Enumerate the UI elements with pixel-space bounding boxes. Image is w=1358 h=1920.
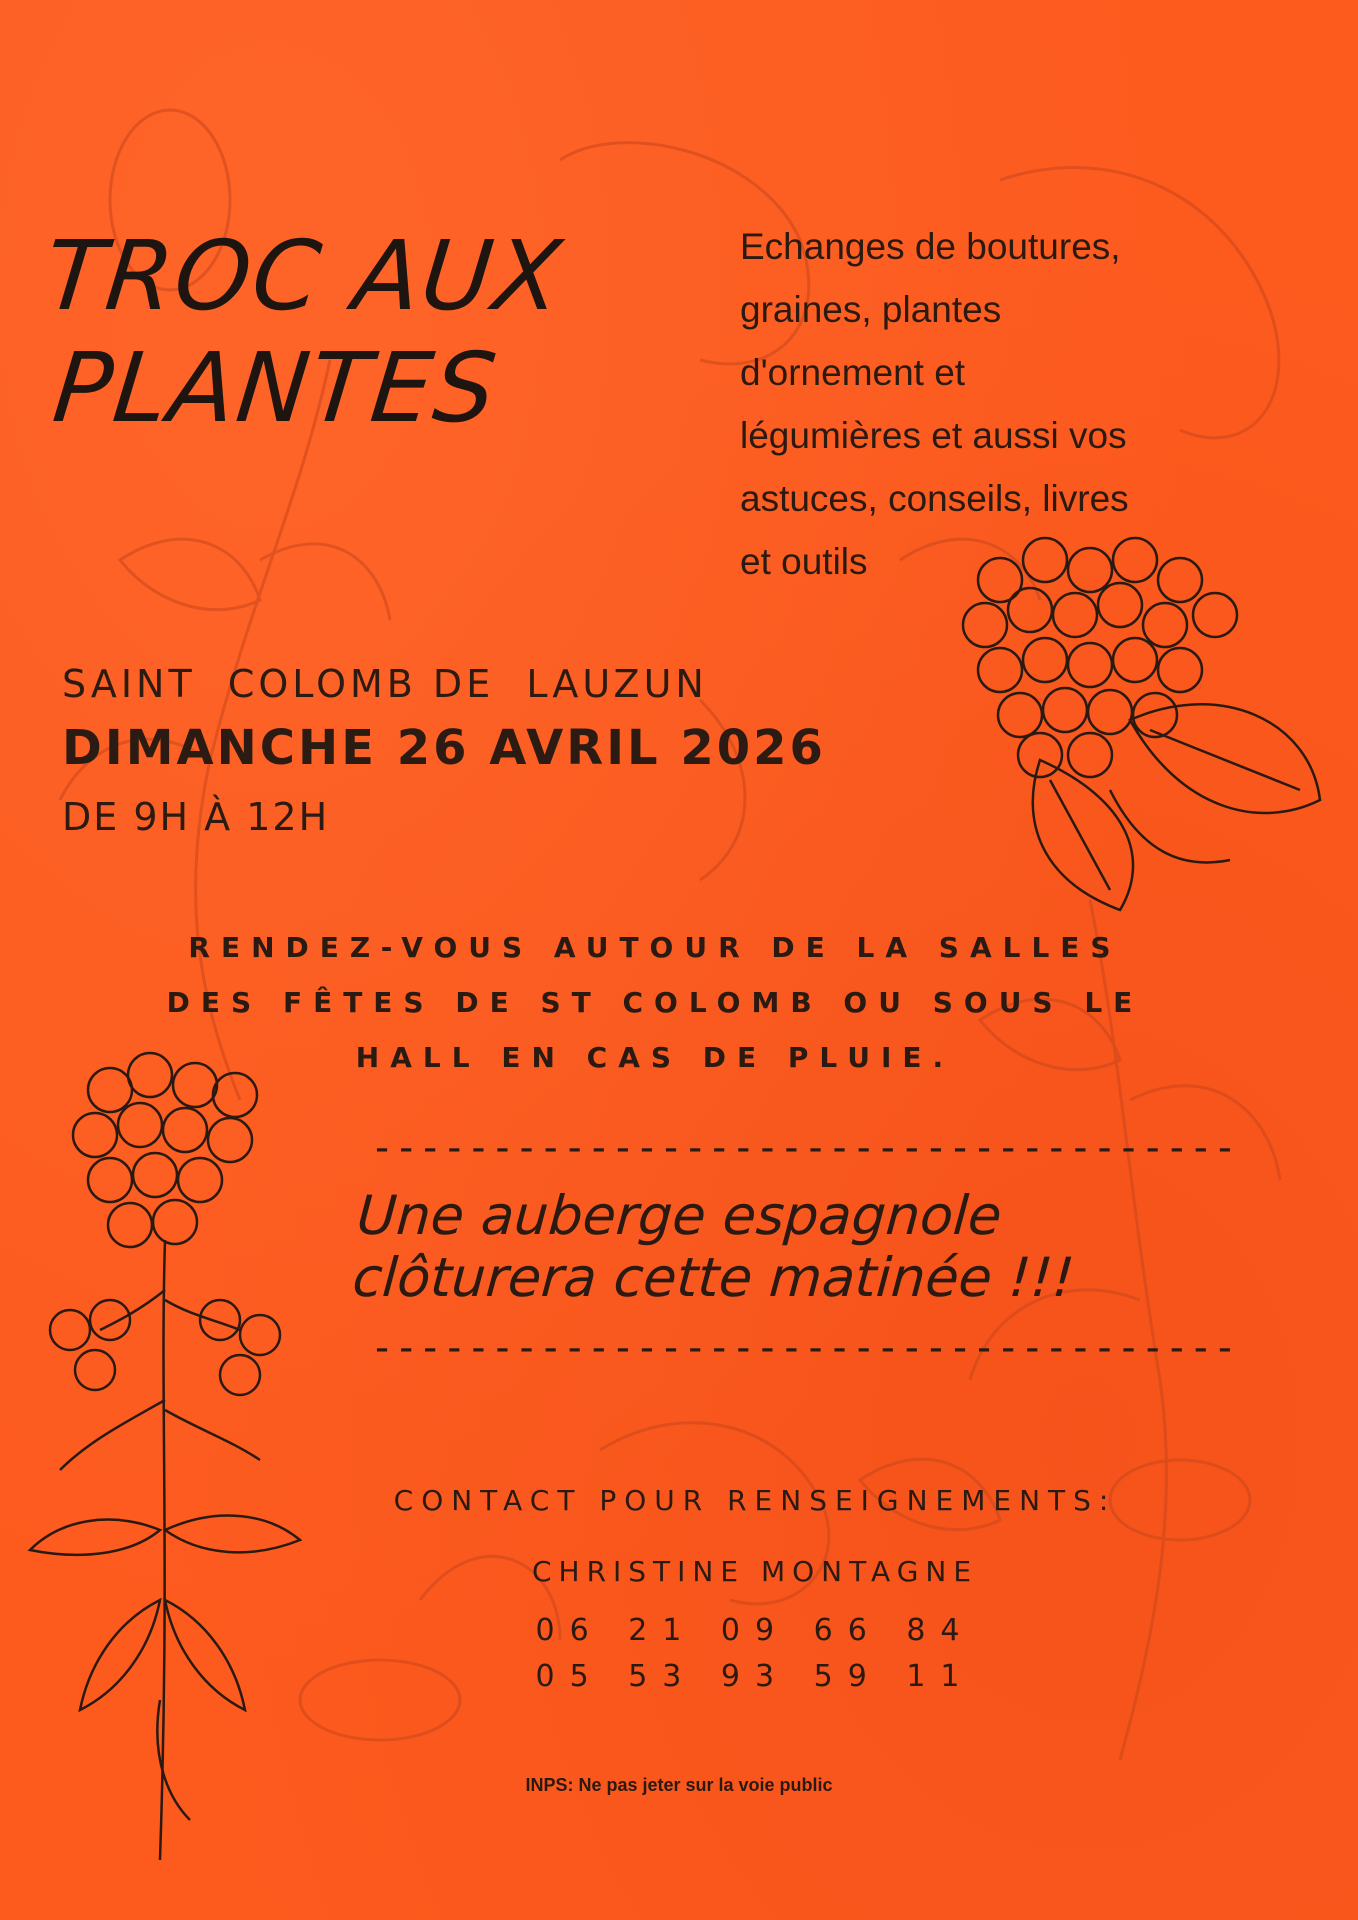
- title-line-2: PLANTES: [48, 332, 504, 444]
- contact-label: CONTACT POUR RENSEIGNEMENTS:: [393, 1484, 1117, 1517]
- contact-phone-2: 05 53 93 59 11: [535, 1659, 975, 1694]
- description-line: astuces, conseils, livres: [740, 478, 1129, 519]
- description-line: Echanges de boutures,: [740, 226, 1121, 267]
- auberge-line-2: clôturera cette matinée !!!: [350, 1246, 1077, 1309]
- rendezvous-line: DES FÊTES DE ST COLOMB OU SOUS LE: [166, 986, 1144, 1019]
- description-line: et outils: [740, 541, 868, 582]
- separator-bottom: ------------------------------------: [370, 1325, 1237, 1371]
- description-line: légumières et aussi vos: [740, 415, 1127, 456]
- description-line: graines, plantes: [740, 289, 1002, 330]
- hydrangea-illustration: [963, 538, 1320, 910]
- rendezvous-line: HALL EN CAS DE PLUIE.: [355, 1041, 955, 1074]
- event-hours: DE 9H À 12H: [62, 795, 330, 839]
- auberge-line-1: Une auberge espagnole: [355, 1184, 1004, 1247]
- auberge-announcement: [351, 1185, 1260, 1309]
- description-block: [740, 215, 1260, 593]
- event-place: SAINT COLOMB DE LAUZUN: [62, 662, 708, 706]
- title-line-1: TROC AUX: [40, 220, 568, 332]
- footer-notice: INPS: Ne pas jeter sur la voie public: [525, 1775, 833, 1795]
- contact-block: [280, 1484, 1230, 1700]
- contact-name: CHRISTINE MONTAGNE: [531, 1555, 979, 1588]
- rendezvous-block: [100, 920, 1210, 1085]
- flower-stalk-illustration: [30, 1053, 300, 1860]
- separator-top: ------------------------------------: [370, 1125, 1237, 1171]
- event-date: DIMANCHE 26 AVRIL 2026: [62, 720, 826, 776]
- poster-title: [28, 220, 692, 444]
- contact-phone-1: 06 21 09 66 84: [535, 1613, 975, 1648]
- description-line: d'ornement et: [740, 352, 966, 393]
- rendezvous-line: RENDEZ-VOUS AUTOUR DE LA SALLES: [188, 931, 1122, 964]
